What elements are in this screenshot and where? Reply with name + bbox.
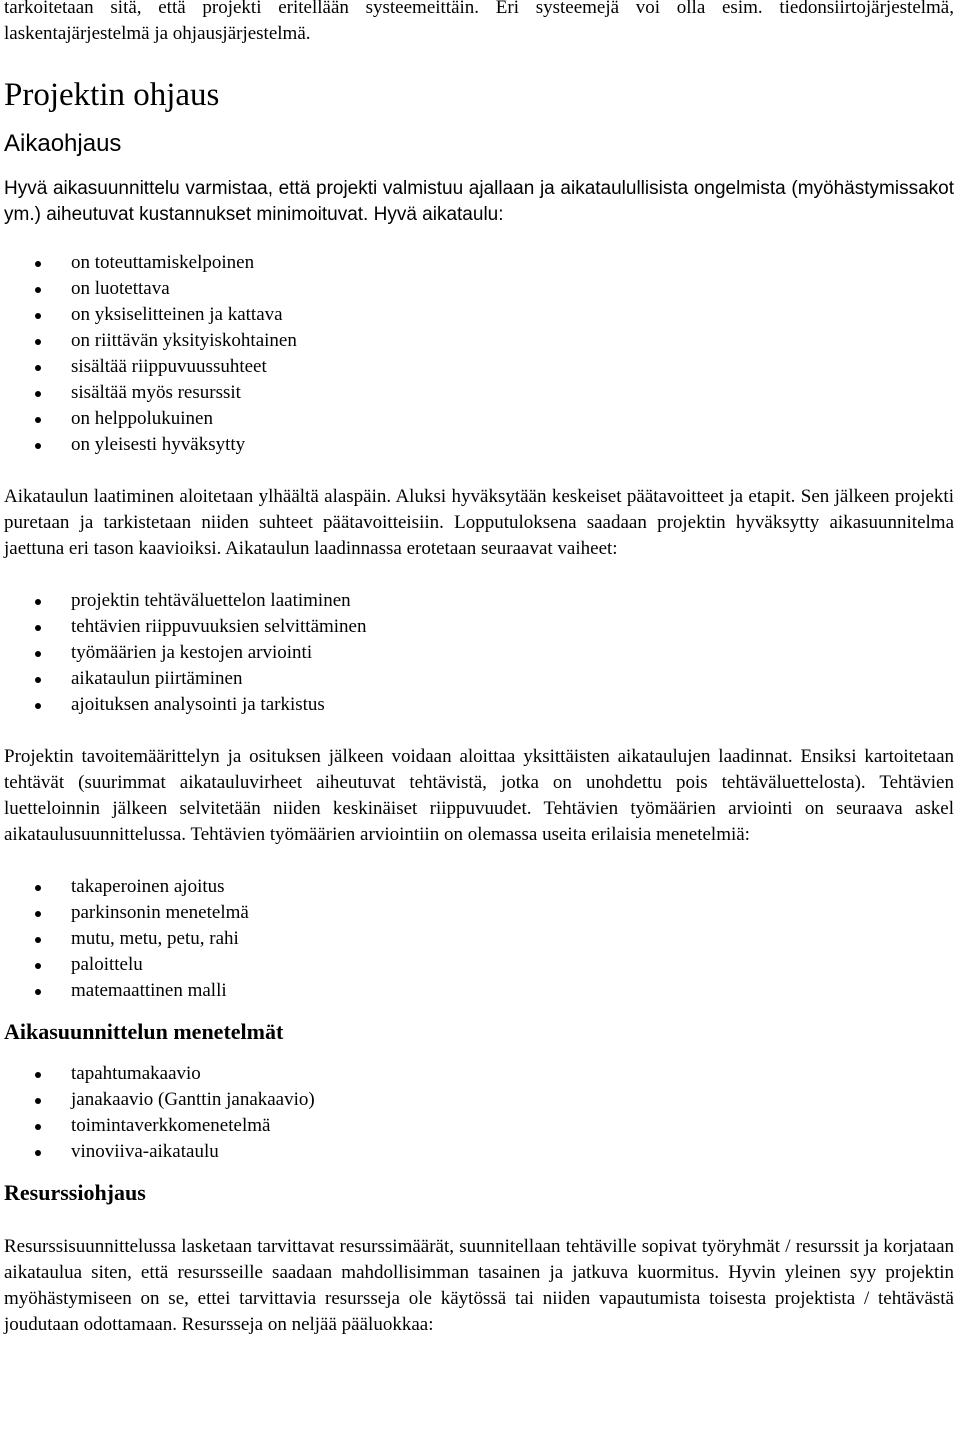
bullet-icon — [35, 651, 41, 657]
list-item: vinoviiva-aikataulu — [4, 1139, 954, 1165]
resurssiohjaus-paragraph: Resurssisuunnittelussa lasketaan tarvittavat resurssimäärät, suunnitellaan tehtäville sopivat työryhmät / resurssit ja korjataan aikataulua siten, että resursseille saadaan mahdollisimman tasainen ja jatkuva kuormitus. Hyvin yleinen syy projektin myöhästymiseen on se, ettei tarvittavia resursseja ole käytössä tai niiden vapautumista toisesta projektista / tehtävästä joudutaan odottamaan. Resursseja on neljää pääluokkaa: — [4, 1236, 954, 1335]
list-item: takaperoinen ajoitus — [4, 874, 954, 900]
intro-paragraph: tarkoitetaan sitä, että projekti eritellään systeemeittäin. Eri systeemejä voi olla esim. tiedonsiirtojärjestelmä, laskentajärjestelmä ja ohjausjärjestelmä. — [4, 0, 954, 44]
list-item: aikataulun piirtäminen — [4, 666, 954, 692]
tyomaarat-paragraph: Projektin tavoitemäärittelyn ja osituksen jälkeen voidaan aloittaa yksittäisten aikataulujen laadinnat. Ensiksi kartoitetaan tehtävät (suurimmat aikatauluvirheet aiheutuvat tehtävistä, jotka on unohdettu pois tehtäväluettelosta). Tehtävien luetteloinnin jälkeen selvitetään niiden keskinäiset riippuvuudet. Tehtävien työmäärien arviointi on seuraava askel aikataulusuunnittelussa. Tehtävien työmäärien arviointiin on olemassa useita erilaisia menetelmiä: — [4, 746, 954, 845]
list-item: on toteuttamiskelpoinen — [4, 250, 954, 276]
bullet-icon — [35, 937, 41, 943]
bullet-icon — [35, 677, 41, 683]
bullet-icon — [35, 963, 41, 969]
bullet-icon — [35, 365, 41, 371]
bullet-icon — [35, 287, 41, 293]
list-item: parkinsonin menetelmä — [4, 900, 954, 926]
vaiheet-list — [4, 588, 954, 718]
list-item: toimintaverkkomenetelmä — [4, 1113, 954, 1139]
aikaohjaus-paragraph: Hyvä aikasuunnittelu varmistaa, että projekti valmistuu ajallaan ja aikataulullisista ongelmista (myöhästymissakot ym.) aiheutuvat kustannukset minimoituvat. Hyvä aikataulu: — [4, 178, 954, 225]
bullet-icon — [35, 625, 41, 631]
list-item: on yleisesti hyväksytty — [4, 432, 954, 458]
list-item: sisältää myös resurssit — [4, 380, 954, 406]
bullet-icon — [35, 885, 41, 891]
list-item: projektin tehtäväluettelon laatiminen — [4, 588, 954, 614]
bullet-icon — [35, 417, 41, 423]
bullet-icon — [35, 313, 41, 319]
bullet-icon — [35, 989, 41, 995]
list-item: ajoituksen analysointi ja tarkistus — [4, 692, 954, 718]
list-item: on yksiselitteinen ja kattava — [4, 302, 954, 328]
bullet-icon — [35, 391, 41, 397]
bullet-icon — [35, 911, 41, 917]
bullet-icon — [35, 1072, 41, 1078]
menetelmat-arviointi-list — [4, 874, 954, 1004]
document-page — [4, 0, 954, 1338]
bullet-icon — [35, 339, 41, 345]
bullet-icon — [35, 443, 41, 449]
list-item: sisältää riippuvuussuhteet — [4, 354, 954, 380]
list-item: mutu, metu, petu, rahi — [4, 926, 954, 952]
bullet-icon — [35, 1124, 41, 1130]
resurssiohjaus-heading: Resurssiohjaus — [4, 1180, 146, 1205]
hyva-aikataulu-list — [4, 250, 954, 458]
section-title: Projektin ohjaus — [4, 77, 220, 113]
menetelmat-list — [4, 1061, 954, 1165]
list-item: on luotettava — [4, 276, 954, 302]
menetelmat-heading: Aikasuunnittelun menetelmät — [4, 1019, 284, 1044]
list-item: matemaattinen malli — [4, 978, 954, 1004]
list-item: on helppolukuinen — [4, 406, 954, 432]
list-item: janakaavio (Ganttin janakaavio) — [4, 1087, 954, 1113]
list-item: paloittelu — [4, 952, 954, 978]
aikaohjaus-heading: Aikaohjaus — [4, 130, 122, 157]
bullet-icon — [35, 261, 41, 267]
bullet-icon — [35, 599, 41, 605]
list-item: tehtävien riippuvuuksien selvittäminen — [4, 614, 954, 640]
bullet-icon — [35, 703, 41, 709]
list-item: on riittävän yksityiskohtainen — [4, 328, 954, 354]
list-item: tapahtumakaavio — [4, 1061, 954, 1087]
list-item: työmäärien ja kestojen arviointi — [4, 640, 954, 666]
bullet-icon — [35, 1150, 41, 1156]
bullet-icon — [35, 1098, 41, 1104]
aikataulun-laatiminen-paragraph: Aikataulun laatiminen aloitetaan ylhäältä alaspäin. Aluksi hyväksytään keskeiset päätavoitteet ja etapit. Sen jälkeen projekti puretaan ja tarkistetaan niiden suhteet päätavoitteisiin. Lopputuloksena saadaan projektin hyväksytty aikasuunnitelma jaettuna eri tason kaavioiksi. Aikataulun laadinnassa erotetaan seuraavat vaiheet: — [4, 486, 954, 559]
